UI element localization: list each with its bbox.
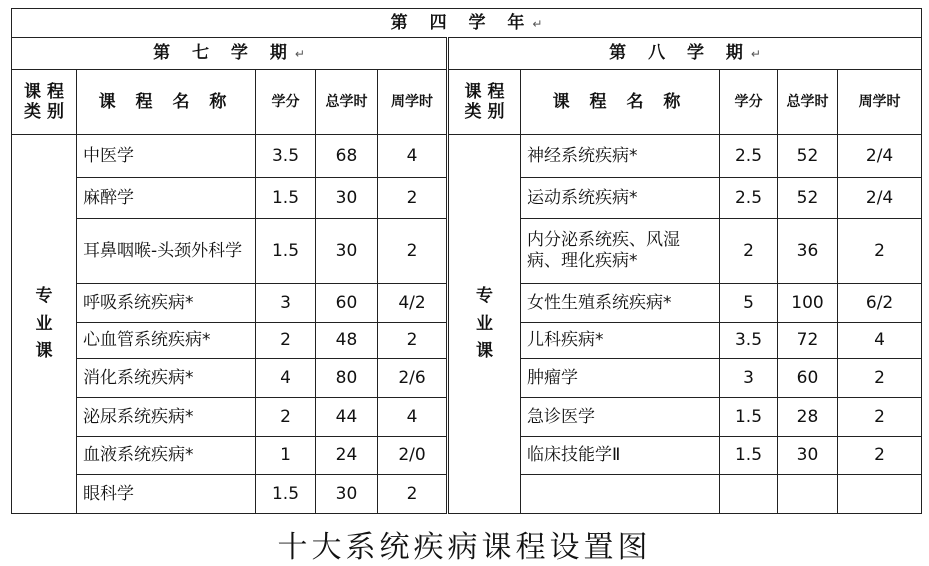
credits-cell-text: 3	[743, 367, 754, 388]
credits-cell-text: 2	[280, 406, 291, 427]
weekly-hours-cell-text: 2	[874, 445, 885, 466]
course-name-cell-text: 泌尿系统疾病*	[83, 406, 194, 427]
semester-8-title-cell	[448, 37, 922, 70]
weekly-hours-cell	[838, 218, 922, 283]
credits-cell	[256, 135, 316, 178]
total-hours-cell	[316, 177, 378, 218]
category-cell	[12, 135, 77, 514]
total-hours-cell	[778, 322, 838, 359]
total-hours-cell-text: 48	[335, 330, 358, 351]
total-hours-cell	[316, 436, 378, 475]
course-name-cell-text: 消化系统疾病*	[83, 367, 194, 388]
credits-cell	[256, 475, 316, 514]
weekly-hours-cell-text: 2	[406, 483, 418, 504]
credits-cell	[720, 177, 778, 218]
header-weekly-hours-text: 周学时	[391, 93, 433, 110]
total-hours-cell	[316, 322, 378, 359]
credits-cell	[256, 359, 316, 398]
header-category-text: 课 程 类 别	[464, 81, 505, 123]
header-total-hours	[316, 70, 378, 135]
header-category	[448, 70, 521, 135]
credits-cell-text: 3.5	[734, 330, 763, 351]
header-category	[12, 70, 77, 135]
credits-cell-text: 1.5	[271, 483, 300, 504]
total-hours-cell	[778, 397, 838, 436]
weekly-hours-cell	[838, 322, 922, 359]
total-hours-cell-text: 100	[791, 292, 824, 313]
weekly-hours-cell-text: 2	[874, 406, 885, 427]
credits-cell-text: 1	[280, 445, 291, 466]
column-header-row	[12, 70, 922, 135]
category-cell	[448, 135, 521, 514]
course-name-cell	[77, 322, 256, 359]
credits-cell	[720, 359, 778, 398]
header-weekly-hours	[838, 70, 922, 135]
total-hours-cell-text: 52	[796, 145, 819, 166]
course-name-cell	[521, 397, 720, 436]
weekly-hours-cell	[378, 475, 448, 514]
course-name-cell-text: 内分泌系统疾、风湿病、理化疾病*	[527, 230, 680, 271]
total-hours-cell	[778, 359, 838, 398]
weekly-hours-cell	[838, 475, 922, 514]
weekly-hours-cell-text: 2/6	[398, 367, 426, 388]
weekly-hours-cell	[838, 436, 922, 475]
total-hours-cell-text: 36	[796, 240, 819, 261]
weekly-hours-cell-text: 4	[406, 145, 418, 166]
weekly-hours-cell	[378, 218, 448, 283]
weekly-hours-cell	[378, 359, 448, 398]
credits-cell	[256, 322, 316, 359]
total-hours-cell	[316, 359, 378, 398]
course-name-cell-text: 麻醉学	[83, 187, 134, 208]
credits-cell-text: 1.5	[271, 240, 300, 261]
course-name-cell	[521, 177, 720, 218]
total-hours-cell-text: 60	[796, 367, 819, 388]
course-name-cell	[77, 397, 256, 436]
weekly-hours-cell	[378, 322, 448, 359]
credits-cell	[720, 218, 778, 283]
total-hours-cell-text: 60	[335, 292, 358, 313]
course-name-cell	[521, 322, 720, 359]
credits-cell-text: 2.5	[734, 187, 763, 208]
total-hours-cell	[316, 218, 378, 283]
weekly-hours-cell-text: 4	[874, 330, 885, 351]
header-credits-text: 学分	[271, 93, 300, 110]
weekly-hours-cell-text: 2/0	[398, 445, 426, 466]
header-category-text: 课 程 类 别	[24, 81, 64, 123]
credits-cell-text: 4	[280, 367, 291, 388]
weekly-hours-cell-text: 4	[406, 406, 418, 427]
header-credits-text: 学分	[734, 93, 763, 110]
total-hours-cell	[316, 135, 378, 178]
header-total-hours-text: 总学时	[786, 93, 829, 110]
semester-row	[12, 37, 922, 70]
credits-cell	[256, 218, 316, 283]
total-hours-cell-text: 30	[335, 483, 358, 504]
course-name-cell	[77, 475, 256, 514]
total-hours-cell	[778, 436, 838, 475]
weekly-hours-cell	[838, 397, 922, 436]
credits-cell-text: 1.5	[734, 445, 763, 466]
table-row	[12, 135, 922, 178]
weekly-hours-cell-text: 2	[406, 330, 418, 351]
total-hours-cell-text: 72	[796, 330, 819, 351]
credits-cell-text: 2.5	[734, 145, 763, 166]
total-hours-cell-text: 24	[335, 445, 358, 466]
weekly-hours-cell	[378, 397, 448, 436]
total-hours-cell	[778, 135, 838, 178]
header-weekly-hours-text: 周学时	[858, 93, 901, 110]
course-name-cell-text: 耳鼻咽喉-头颈外科学	[83, 240, 243, 261]
weekly-hours-cell	[838, 283, 922, 322]
total-hours-cell-text: 44	[335, 406, 358, 427]
curriculum-table	[11, 8, 922, 514]
total-hours-cell-text: 28	[796, 406, 819, 427]
total-hours-cell-text: 68	[335, 145, 358, 166]
header-credits	[256, 70, 316, 135]
course-name-cell	[77, 436, 256, 475]
total-hours-cell-text: 30	[335, 240, 358, 261]
credits-cell-text: 1.5	[271, 187, 300, 208]
total-hours-cell	[316, 475, 378, 514]
weekly-hours-cell-text: 2	[406, 240, 418, 261]
weekly-hours-cell-text: 6/2	[865, 292, 894, 313]
course-name-cell-text: 神经系统疾病*	[527, 145, 638, 166]
credits-cell-text: 2	[743, 240, 754, 261]
total-hours-cell	[778, 475, 838, 514]
header-course-name-text: 课 程 名 称	[552, 91, 688, 112]
course-name-cell-text: 肿瘤学	[527, 367, 578, 388]
header-course-name-text: 课 程 名 称	[98, 91, 234, 112]
category-cell-text: 专 业 课	[35, 286, 53, 361]
year-title-cell	[12, 9, 922, 38]
credits-cell	[256, 436, 316, 475]
weekly-hours-cell-text: 4/2	[398, 292, 426, 313]
credits-cell	[720, 283, 778, 322]
credits-cell	[256, 397, 316, 436]
weekly-hours-cell	[838, 359, 922, 398]
course-name-cell	[77, 177, 256, 218]
credits-cell-text: 5	[743, 292, 754, 313]
header-total-hours	[778, 70, 838, 135]
weekly-hours-cell	[378, 177, 448, 218]
credits-cell	[256, 283, 316, 322]
paragraph-mark: ↵	[532, 16, 543, 31]
weekly-hours-cell-text: 2	[874, 240, 885, 261]
total-hours-cell-text: 80	[335, 367, 358, 388]
course-name-cell-text: 急诊医学	[527, 406, 595, 427]
total-hours-cell-text: 52	[796, 187, 819, 208]
credits-cell-text: 3.5	[271, 145, 300, 166]
course-name-cell-text: 血液系统疾病*	[83, 445, 194, 466]
weekly-hours-cell-text: 2	[874, 367, 885, 388]
semester-7-title-cell	[12, 37, 448, 70]
credits-cell-text: 3	[280, 292, 291, 313]
semester-8-title: 第 八 学 期	[609, 43, 751, 64]
header-total-hours-text: 总学时	[325, 93, 368, 110]
header-weekly-hours	[378, 70, 448, 135]
credits-cell	[720, 135, 778, 178]
course-name-cell	[521, 475, 720, 514]
course-name-cell	[77, 283, 256, 322]
paragraph-mark: ↵	[750, 47, 761, 62]
credits-cell	[720, 322, 778, 359]
year-row	[12, 9, 922, 38]
course-name-cell	[521, 436, 720, 475]
figure-caption: 十大系统疾病课程设置图	[277, 530, 652, 565]
weekly-hours-cell	[838, 135, 922, 178]
header-course-name	[77, 70, 256, 135]
course-name-cell	[521, 135, 720, 178]
year-title: 第 四 学 年	[390, 12, 533, 33]
course-name-cell-text: 女性生殖系统疾病*	[527, 292, 672, 313]
category-cell-text: 专 业 课	[476, 286, 493, 361]
course-name-cell	[77, 135, 256, 178]
weekly-hours-cell	[378, 135, 448, 178]
course-name-cell	[77, 359, 256, 398]
weekly-hours-cell-text: 2	[406, 187, 418, 208]
weekly-hours-cell	[838, 177, 922, 218]
paragraph-mark: ↵	[294, 47, 305, 62]
header-credits	[720, 70, 778, 135]
weekly-hours-cell-text: 2/4	[865, 145, 894, 166]
course-name-cell	[521, 359, 720, 398]
credits-cell	[720, 475, 778, 514]
header-course-name	[521, 70, 720, 135]
total-hours-cell	[316, 397, 378, 436]
course-name-cell	[521, 218, 720, 283]
course-name-cell-text: 临床技能学Ⅱ	[527, 445, 621, 466]
course-name-cell-text: 心血管系统疾病*	[83, 330, 211, 351]
credits-cell-text: 2	[280, 330, 291, 351]
course-name-cell-text: 儿科疾病*	[527, 330, 604, 351]
course-name-cell-text: 中医学	[83, 145, 134, 166]
weekly-hours-cell	[378, 283, 448, 322]
total-hours-cell-text: 30	[335, 187, 358, 208]
semester-7-title: 第 七 学 期	[153, 43, 295, 64]
course-name-cell	[77, 218, 256, 283]
total-hours-cell	[778, 218, 838, 283]
total-hours-cell	[316, 283, 378, 322]
course-name-cell	[521, 283, 720, 322]
credits-cell-text: 1.5	[734, 406, 763, 427]
course-name-cell-text: 呼吸系统疾病*	[83, 292, 194, 313]
total-hours-cell	[778, 177, 838, 218]
course-name-cell-text: 运动系统疾病*	[527, 187, 638, 208]
weekly-hours-cell	[378, 436, 448, 475]
course-name-cell-text: 眼科学	[83, 483, 134, 504]
weekly-hours-cell-text: 2/4	[865, 187, 894, 208]
total-hours-cell	[778, 283, 838, 322]
total-hours-cell-text: 30	[796, 445, 819, 466]
credits-cell	[720, 397, 778, 436]
credits-cell	[256, 177, 316, 218]
credits-cell	[720, 436, 778, 475]
